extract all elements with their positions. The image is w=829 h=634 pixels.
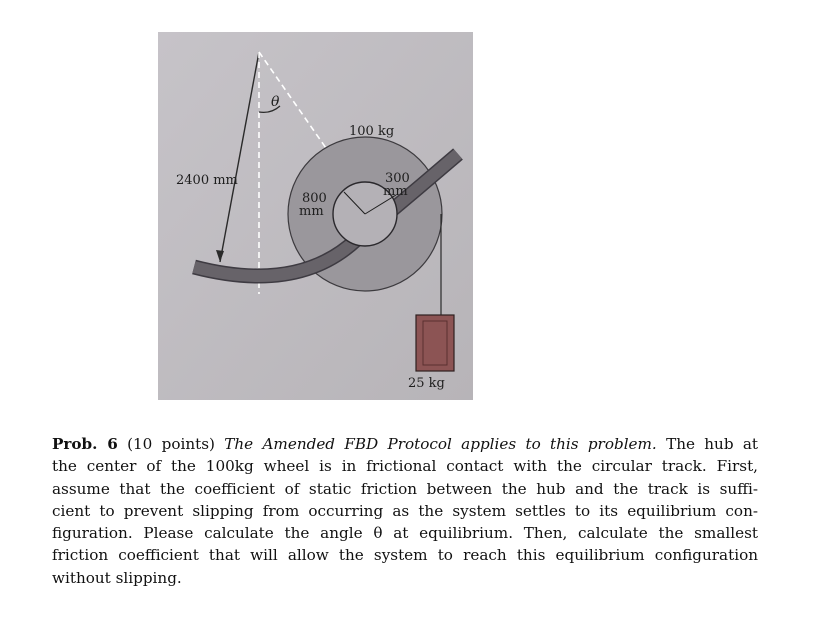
- hub-dimension-label-bottom: mm: [299, 204, 324, 219]
- wheel-mass-label: 100 kg: [349, 124, 395, 139]
- problem-statement: [52, 433, 758, 589]
- problem-number: Prob. 6: [52, 435, 118, 453]
- hub-dimension-label-top: 800: [302, 191, 327, 206]
- problem-line: figuration. Please calculate the angle θ at equilibrium. Then, calculate the smallest: [52, 524, 758, 543]
- wheel-diagram: [158, 32, 473, 400]
- problem-line: assume that the coefficient of static friction between the hub and the track is suffi-: [52, 479, 758, 498]
- problem-text: The hub at: [666, 435, 758, 453]
- outer-dimension-label-bottom: mm: [383, 184, 408, 199]
- outer-dimension-label-top: 300: [385, 171, 410, 186]
- length-label: 2400 mm: [176, 173, 238, 188]
- problem-line: cient to prevent slipping from occurring as the system settles to its equilibrium con-: [52, 501, 758, 520]
- problem-line: the center of the 100kg wheel is in frictional contact with the circular track. First,: [52, 457, 758, 476]
- problem-line: without slipping.: [52, 568, 182, 587]
- problem-line: friction coefficient that will allow the system to reach this equilibrium configuration: [52, 546, 758, 565]
- hanging-block: [416, 315, 454, 371]
- block-mass-label: 25 kg: [408, 376, 445, 391]
- protocol-note: The Amended FBD Protocol applies to this problem.: [224, 435, 657, 453]
- theta-label: θ: [271, 94, 280, 110]
- problem-figure: [158, 32, 473, 400]
- problem-line: [52, 433, 758, 455]
- points-label: (10 points): [127, 435, 215, 453]
